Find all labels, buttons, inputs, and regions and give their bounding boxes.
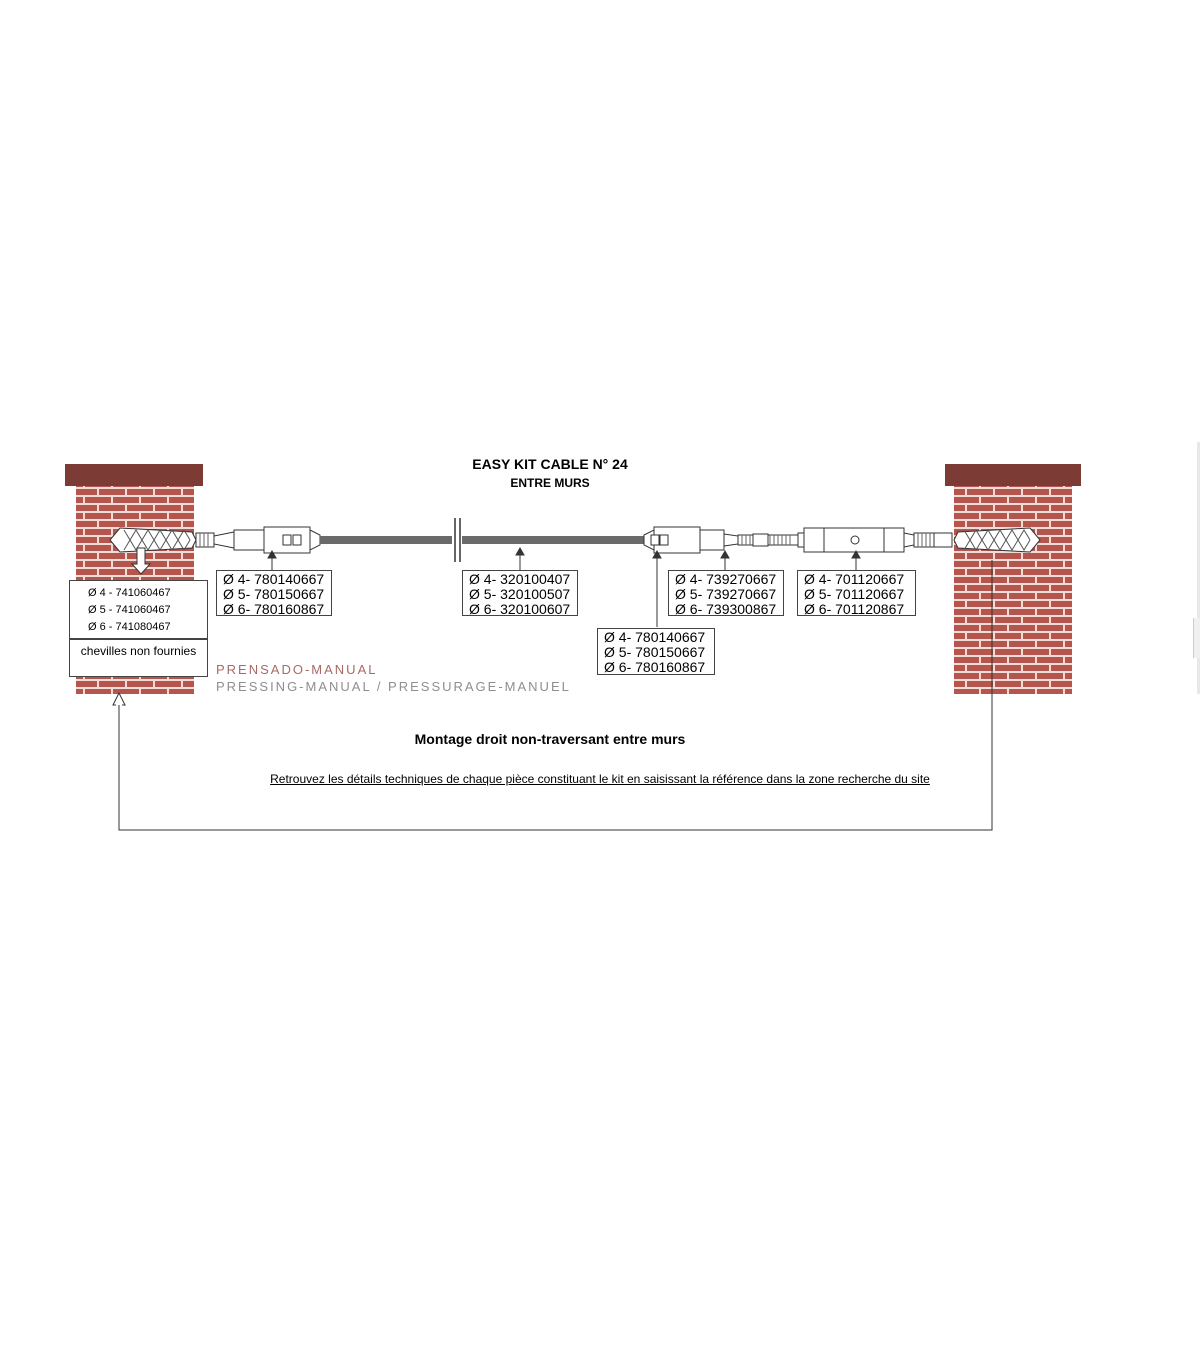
part-ref: Ø 4- 780140667 (604, 629, 706, 645)
part-ref: Ø 4- 701120667 (804, 571, 905, 587)
left-terminal (214, 527, 320, 553)
terminal-right-ref-box (597, 628, 715, 675)
stud-ref-box (668, 570, 784, 616)
right-wall-cap (945, 464, 1081, 486)
right-anchor (954, 528, 1040, 552)
left-wall-cap (65, 464, 203, 486)
part-ref: Ø 4- 320100407 (469, 571, 571, 587)
part-ref: Ø 5- 320100507 (469, 586, 571, 602)
terminal-left-ref-box (216, 570, 332, 616)
anchor-ref: Ø 4 - 741060467 (88, 587, 171, 599)
part-ref: Ø 5- 780150667 (604, 644, 706, 660)
threaded-stud (738, 534, 798, 546)
part-ref: Ø 5- 701120667 (804, 586, 905, 602)
diagram-title: EASY KIT CABLE N° 24 (472, 456, 628, 472)
help-link[interactable]: Retrouvez les détails techniques de chaque pièce constituant le kit en saisissant la référence dans la zone recherche du site (270, 772, 930, 786)
part-ref: Ø 6- 780160867 (604, 659, 706, 675)
part-ref: Ø 6- 701120867 (804, 601, 905, 617)
right-wall (945, 464, 1081, 694)
brand-line-1: PRENSADO-MANUAL (216, 662, 378, 677)
anchor-ref: Ø 5 - 741060467 (88, 604, 171, 616)
part-ref: Ø 5- 739270667 (675, 586, 777, 602)
right-terminal (644, 527, 738, 553)
anchor-ref: Ø 6 - 741080467 (88, 621, 171, 633)
part-ref: Ø 4- 739270667 (675, 571, 777, 587)
anchor-note: chevilles non fournies (69, 639, 208, 677)
cable-ref-box (462, 570, 578, 616)
part-ref: Ø 4- 780140667 (223, 571, 325, 587)
right-wall-bricks (954, 486, 1072, 694)
turnbuckle-ref-box (797, 570, 916, 616)
brand-line-2: PRESSING-MANUAL / PRESSURAGE-MANUEL (216, 679, 571, 694)
scroll-handle[interactable] (1193, 618, 1200, 658)
part-ref: Ø 6- 739300867 (675, 601, 777, 617)
anchor-ref-box (69, 580, 208, 639)
part-ref: Ø 5- 780150667 (223, 586, 325, 602)
cable (320, 518, 644, 562)
part-ref: Ø 6- 780160867 (223, 601, 325, 617)
diagram-subtitle: ENTRE MURS (510, 476, 590, 490)
turnbuckle (798, 528, 952, 552)
mounting-caption: Montage droit non-traversant entre murs (414, 731, 686, 747)
part-ref: Ø 6- 320100607 (469, 601, 571, 617)
